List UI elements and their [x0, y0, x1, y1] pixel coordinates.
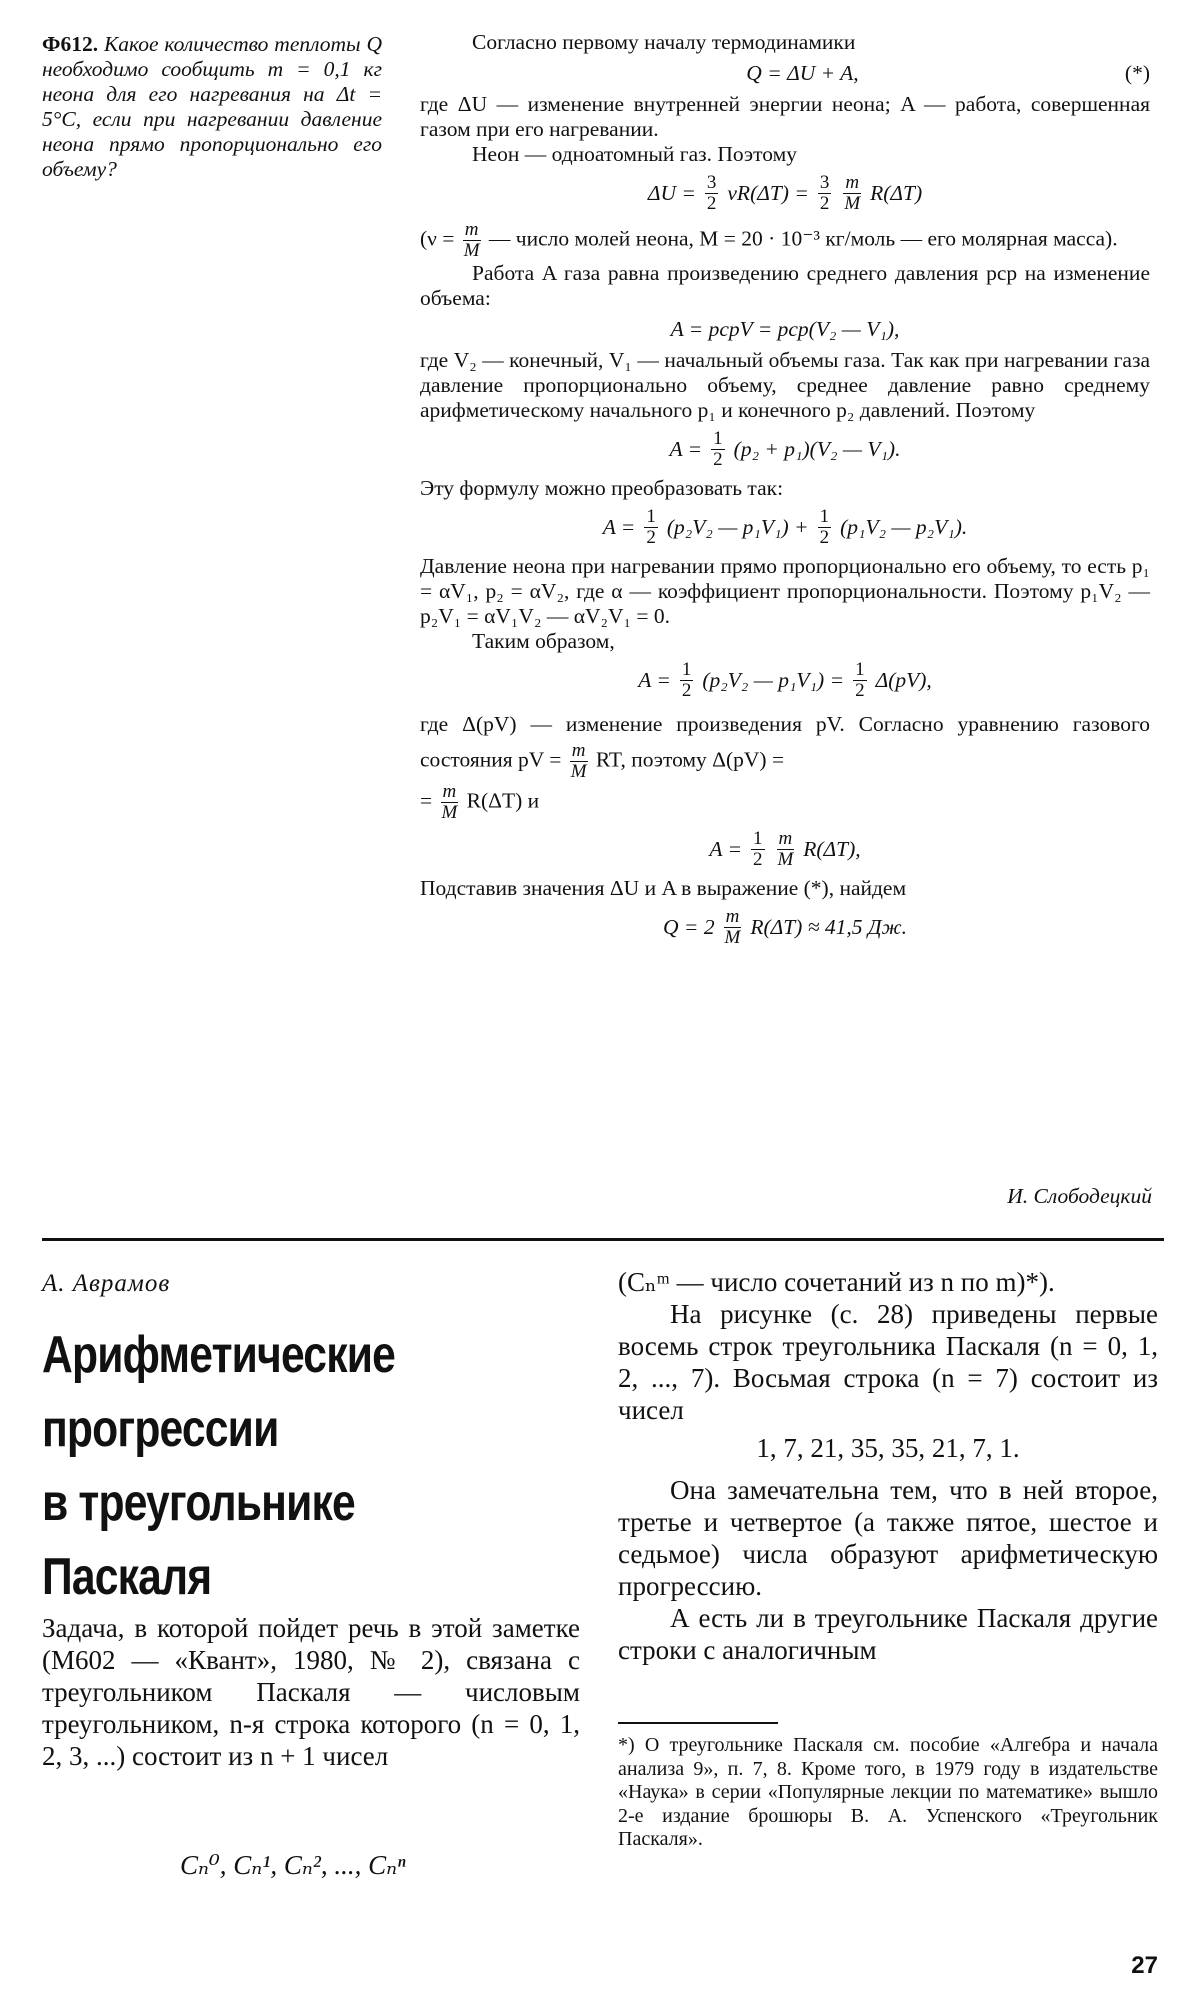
p4-prefix: (ν =	[420, 226, 455, 251]
sol-p1: Согласно первому началу термодинамики	[472, 30, 856, 54]
eq1-tag: (*)	[1124, 61, 1150, 85]
right-p1: На рисунке (с. 28) приведены первые восемь строк треугольника Паскаля (n = 0, 1, 2, ..., 7). Восьмая строка (n = 7) состоит из чисел	[618, 1299, 1158, 1425]
eq2-mid: νR(ΔT) =	[727, 181, 809, 205]
title-line-3: в треугольнике	[42, 1474, 355, 1532]
eq2	[420, 173, 1150, 214]
footnote: *) О треугольнике Паскаля см. пособие «Алгебра и начала анализа 9», п. 7, 8. Кроме того, в 1979 году в издательстве «Наука» в серии «Популярные лекции по математике» вышло 2-е издание брошюры В. А. Успенского «Треугольник Паскаля».	[618, 1734, 1158, 1850]
sol-p4	[420, 220, 1150, 261]
eq3: A = pсрV = pср(V₂ — V₁),	[670, 317, 900, 341]
eq4: A = $\frac{1}{2}$ (p₂ + p₁)(V₂ — V₁).	[669, 428, 901, 470]
problem-text: Какое количество теплоты Q необходимо сообщить m = 0,1 кг неона для его нагревания на Δt = 5°C, если при нагревании давление неона прямо пропорционально его объему?	[42, 32, 382, 181]
solution-author: И. Слободецкий	[1007, 1184, 1152, 1208]
sol-p6: где V₂ — конечный, V₁ — начальный объемы газа. Так как при нагревании газа давление пропорционально объему, среднее давление равно среднему арифметическому начального p₁ и конечного p₂ давлений. Поэтому	[420, 348, 1150, 422]
eq1: Q = ΔU + A,	[746, 61, 859, 85]
solution	[420, 30, 1150, 954]
sol-p3: Неон — одноатомный газ. Поэтому	[472, 142, 797, 166]
title-line-4: Паскаля	[42, 1548, 212, 1606]
page-number: 27	[1131, 1952, 1158, 1979]
problem-label: Ф612.	[42, 32, 99, 56]
sol-p11: Подставив значения ΔU и A в выражение (*), найдем	[420, 876, 907, 900]
footnote-rule	[618, 1722, 778, 1724]
sol-p9: Таким образом,	[472, 629, 615, 653]
p4-text: — число молей неона, M = 20 · 10⁻³ кг/моль — его молярная масса).	[488, 226, 1118, 251]
eq1-row	[420, 61, 1150, 86]
eq5: A = $\frac{1}{2}$ (p₂V₂ — p₁V₁) + $\frac{1}{2}$ (p₁V₂ — p₂V₁).	[602, 506, 968, 548]
article-left-text: Задача, в которой пойдет речь в этой заметке (М602 — «Квант», 1980, № 2), связана с треугольником Паскаля — числовым треугольником, n-я строка которого (n = 0, 1, 2, 3, ...) состоит из n + 1 чисел	[42, 1613, 580, 1771]
frac-3-2: $\frac{3}{2}$	[706, 172, 717, 214]
title-line-1: Арифметические	[42, 1326, 396, 1384]
title-line-2: прогрессии	[42, 1400, 279, 1458]
eq6: A = $\frac{1}{2}$ (p₂V₂ — p₁V₁) = $\frac{1}{2}$ Δ(pV),	[638, 659, 932, 701]
eq2-left: ΔU =	[647, 181, 696, 205]
right-p3: А есть ли в треугольнике Паскаля другие строки с аналогичным	[618, 1603, 1158, 1665]
article-author: А. Аврамов	[42, 1270, 171, 1297]
binomial-formula: Cₙ⁰, Cₙ¹, Cₙ², ..., Cₙⁿ	[180, 1850, 406, 1880]
right-p2: Она замечательна тем, что в ней второе, третье и четвертое (а также пятое, шестое и седьмое) числа образуют арифметическую прогрессию.	[618, 1475, 1158, 1601]
sol-p7: Эту формулу можно преобразовать так:	[420, 476, 784, 500]
eq8: Q = 2 $\frac{m}{M}$ R(ΔT) ≈ 41,5 Дж.	[663, 906, 907, 948]
sol-p10: где Δ(pV) — изменение произведения pV. Согласно уравнению газового состояния pV = $\frac{m}{M}$ RT, поэтому Δ(pV) = = $\frac{m}{M}$ R(ΔT) и	[420, 712, 1150, 823]
eq2-right: R(ΔT)	[870, 181, 923, 205]
frac-1-2: $\frac{1}{2}$	[713, 428, 723, 470]
problem-statement	[42, 32, 382, 182]
frac-m-M-2: $\frac{m}{M}$	[463, 219, 480, 261]
sol-p2: где ΔU — изменение внутренней энергии неона; A — работа, совершенная газом при его нагревании.	[420, 92, 1150, 141]
sol-p8: Давление неона при нагревании прямо пропорционально его объему, то есть p₁ = αV₁, p₂ = αV₂, где α — коэффициент пропорциональности. Поэтому p₁V₂ — p₂V₁ = αV₁V₂ — αV₂V₁ = 0.	[420, 554, 1150, 628]
numbers-row: 1, 7, 21, 35, 35, 21, 7, 1.	[756, 1433, 1020, 1463]
article-title	[42, 1318, 396, 1614]
frac-m-M: $\frac{m}{M}$	[844, 172, 861, 214]
article-right-column	[618, 1266, 1158, 1666]
eq7: A = $\frac{1}{2}$ $\frac{m}{M}$ R(ΔT),	[709, 828, 861, 870]
right-p0: (Cₙᵐ — число сочетаний из n по m)*).	[618, 1267, 1055, 1297]
sol-p5: Работа A газа равна произведению среднего давления pср на изменение объема:	[420, 261, 1150, 310]
section-divider	[42, 1238, 1164, 1241]
frac-3-2b: $\frac{3}{2}$	[819, 172, 830, 214]
